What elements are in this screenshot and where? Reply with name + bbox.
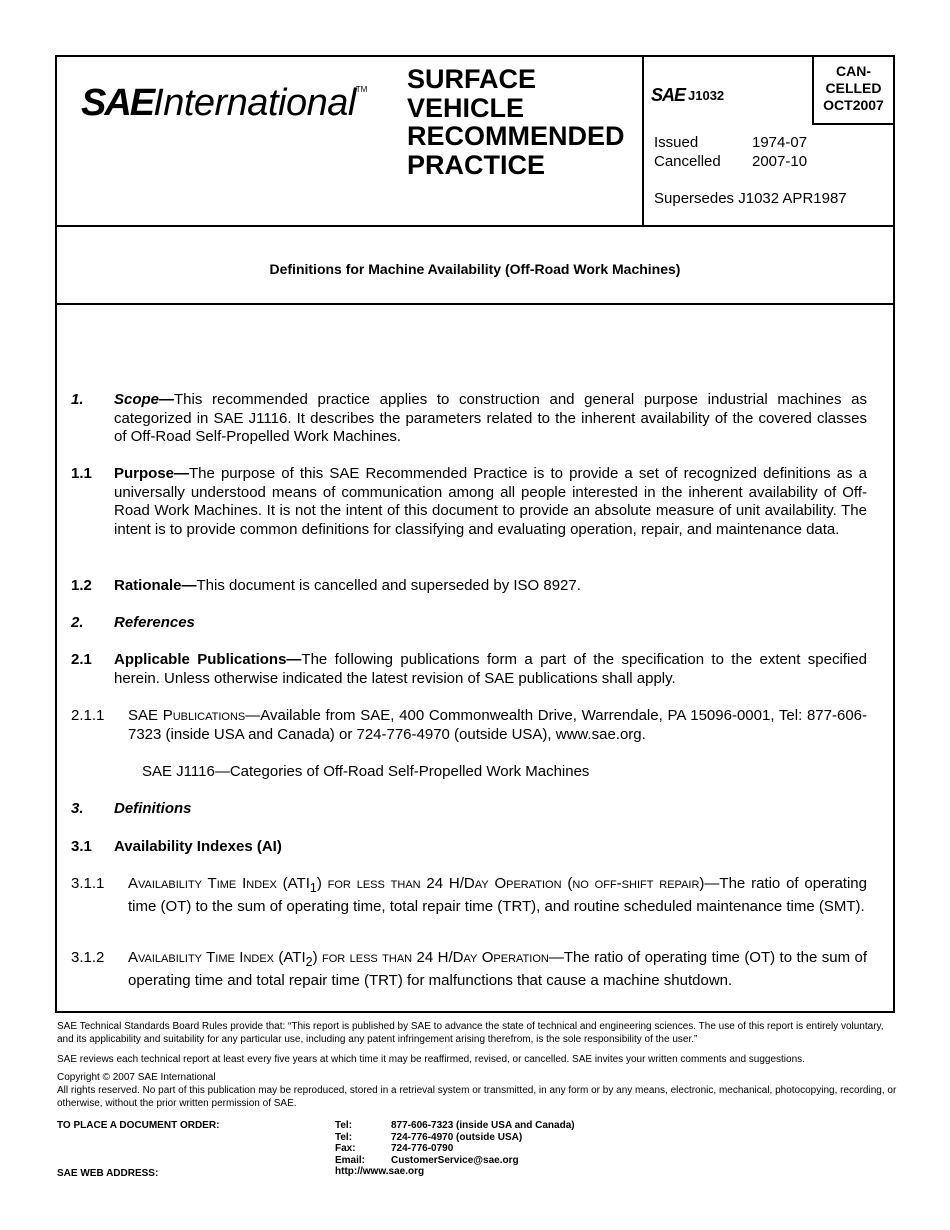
cancelled-label: Cancelled	[654, 153, 721, 170]
section-heading: Applicable Publications—	[114, 651, 302, 668]
logo-international: International	[153, 82, 356, 124]
section-heading: Definitions	[114, 800, 192, 817]
section-text	[128, 875, 867, 916]
sae-international-logo	[81, 81, 367, 125]
document-dates	[654, 133, 807, 171]
document-number	[651, 85, 724, 106]
section-heading: Scope—	[114, 391, 175, 408]
section-body: The purpose of this SAE Recommended Practice is to provide a set of recognized definitions as a universally understood means of communication among all people interested in the inherent availability of Off-Road Work Machines. It is not the intent of this document to provide an absolute measure of unit availability. The intent is to provide common definitions for classifying and evaluating operation, repair, and maintenance data.	[114, 465, 867, 538]
heading-subscript: 2	[305, 955, 313, 969]
section-3-1-2	[71, 949, 867, 990]
section-body: —Available from SAE, 400 Commonwealth Drive, Warrendale, PA 15096-0001, Tel: 877-606-7323 (inside USA and Canada) or 724-776-4970 (outside USA), www.sae.org.	[128, 707, 867, 743]
email-link[interactable]: CustomerService@sae.org	[391, 1154, 519, 1166]
section-body: —The ratio of operating time (OT) to the sum of operating time and total repair time (TRT) for malfunctions that cause a machine shutdown.	[128, 949, 867, 989]
contact-label: Email:	[335, 1154, 366, 1166]
section-text	[114, 651, 867, 688]
section-1-2	[71, 577, 867, 596]
category-line: SURFACE	[407, 64, 537, 94]
contact-value: 724-776-4970 (outside USA)	[391, 1131, 523, 1143]
section-number: 2.1	[71, 651, 92, 668]
document-frame	[55, 55, 895, 1013]
section-text	[114, 577, 867, 596]
contact-row	[335, 1143, 575, 1155]
footer-rights: All rights reserved. No part of this publication may be reproduced, stored in a retrieval system or transmitted, in any form or by any means, electronic, mechanical, photocopying, recording, or otherwise, without the prior written permission of SAE.	[57, 1085, 897, 1109]
logo-trademark: TM	[355, 85, 368, 94]
section-2-1-1	[71, 707, 867, 744]
section-number: 1.	[71, 391, 84, 408]
contact-value: 724-776-0790	[391, 1143, 454, 1154]
heading-part: ) for less than 24 H/Day Operation (no off-shift repair)	[316, 875, 705, 892]
section-heading	[128, 949, 549, 969]
header-divider	[642, 57, 644, 225]
section-text	[128, 707, 867, 744]
section-1	[71, 391, 867, 447]
heading-subscript: 1	[309, 881, 317, 895]
section-number: 3.1.1	[71, 875, 105, 892]
section-text	[114, 391, 867, 447]
issued-row	[654, 133, 807, 152]
section-heading: References	[114, 614, 195, 631]
section-body: This document is cancelled and superseded by ISO 8927.	[196, 577, 581, 594]
section-heading	[128, 875, 705, 895]
doc-sae-logo: SAE	[651, 85, 686, 105]
section-number: 3.1.2	[71, 949, 105, 966]
section-body: The following publications form a part of the specification to the extent specified herein. Unless otherwise indicated the latest revision of SAE publications shall apply.	[114, 651, 867, 687]
cancelled-line: OCT2007	[823, 97, 884, 113]
cancelled-value: 2007-10	[752, 153, 808, 170]
category-line: PRACTICE	[407, 149, 546, 180]
section-body: This recommended practice applies to construction and general purpose industrial machines as categorized in SAE J1116. It describes the parameters related to the inherent availability of the covered classes of Off-Road Self-Propelled Work Machines.	[114, 391, 867, 445]
section-3-1	[71, 838, 867, 857]
section-heading: Purpose—	[114, 465, 190, 482]
section-number: 2.	[71, 614, 84, 631]
section-body: —The ratio of operating time (OT) to the sum of operating time, total repair time (TRT), and routine scheduled maintenance time (SMT).	[128, 875, 867, 915]
cancelled-row	[654, 152, 807, 171]
issued-label: Issued	[654, 134, 699, 151]
cancelled-stamp	[812, 57, 893, 125]
section-text	[114, 465, 867, 539]
doc-number-text: J1032	[688, 88, 725, 103]
reference-j1116: SAE J1116—Categories of Off-Road Self-Propelled Work Machines	[142, 763, 590, 780]
heading-part: Availability Time Index (ATI	[128, 875, 310, 892]
section-number: 3.1	[71, 838, 92, 855]
section-heading: SAE Publications	[128, 707, 246, 724]
title-block	[57, 225, 893, 305]
order-label: TO PLACE A DOCUMENT ORDER:	[57, 1120, 220, 1131]
section-3-1-1	[71, 875, 867, 916]
heading-part: Availability Time Index (ATI	[128, 949, 306, 966]
section-heading: Availability Indexes (AI)	[114, 838, 282, 855]
section-number: 1.1	[71, 465, 92, 482]
contact-label: Tel:	[335, 1131, 353, 1143]
section-3	[71, 800, 867, 819]
category-line: RECOMMENDED	[407, 121, 625, 151]
section-number: 2.1.1	[71, 707, 105, 724]
cancelled-line: CELLED	[825, 80, 882, 96]
document-header	[57, 57, 893, 227]
section-1-1	[71, 465, 867, 539]
contact-row	[335, 1155, 575, 1167]
section-heading: Rationale—	[114, 577, 197, 594]
contact-label: Tel:	[335, 1120, 353, 1131]
contact-row	[335, 1132, 575, 1144]
document-title: Definitions for Machine Availability (Off-Road Work Machines)	[269, 261, 681, 277]
heading-part: ) for less than 24 H/Day Operation	[312, 949, 549, 966]
footer-copyright: Copyright © 2007 SAE International	[57, 1072, 216, 1083]
section-2	[71, 614, 867, 633]
supersedes-note: Supersedes J1032 APR1987	[654, 190, 847, 207]
web-address[interactable]: http://www.sae.org	[335, 1166, 425, 1177]
contact-label: Fax:	[335, 1143, 356, 1154]
issued-value: 1974-07	[752, 134, 808, 151]
footer-review: SAE reviews each technical report at least every five years at which time it may be reaffirmed, revised, or cancelled. SAE invites your written comments and suggestions.	[57, 1054, 805, 1065]
section-2-1	[71, 651, 867, 688]
section-number: 3.	[71, 800, 84, 817]
category-line: VEHICLE	[407, 92, 525, 123]
cancelled-line: CAN-	[836, 63, 871, 79]
footer-board-rules: SAE Technical Standards Board Rules provide that: “This report is published by SAE to advance the state of technical and engineering sciences. The use of this report is entirely voluntary, and its applicability and suitability for any particular use, including any patent infringement arising therefrom, is the sole responsibility of the user.”	[57, 1021, 884, 1045]
contact-row	[335, 1120, 575, 1132]
logo-sae: SAE	[81, 82, 154, 124]
contact-list	[335, 1120, 575, 1178]
contact-value: 877-606-7323 (inside USA and Canada)	[391, 1120, 575, 1131]
section-number: 1.2	[71, 577, 92, 594]
web-label: SAE WEB ADDRESS:	[57, 1168, 159, 1179]
section-text	[128, 949, 867, 990]
document-category	[407, 65, 643, 179]
